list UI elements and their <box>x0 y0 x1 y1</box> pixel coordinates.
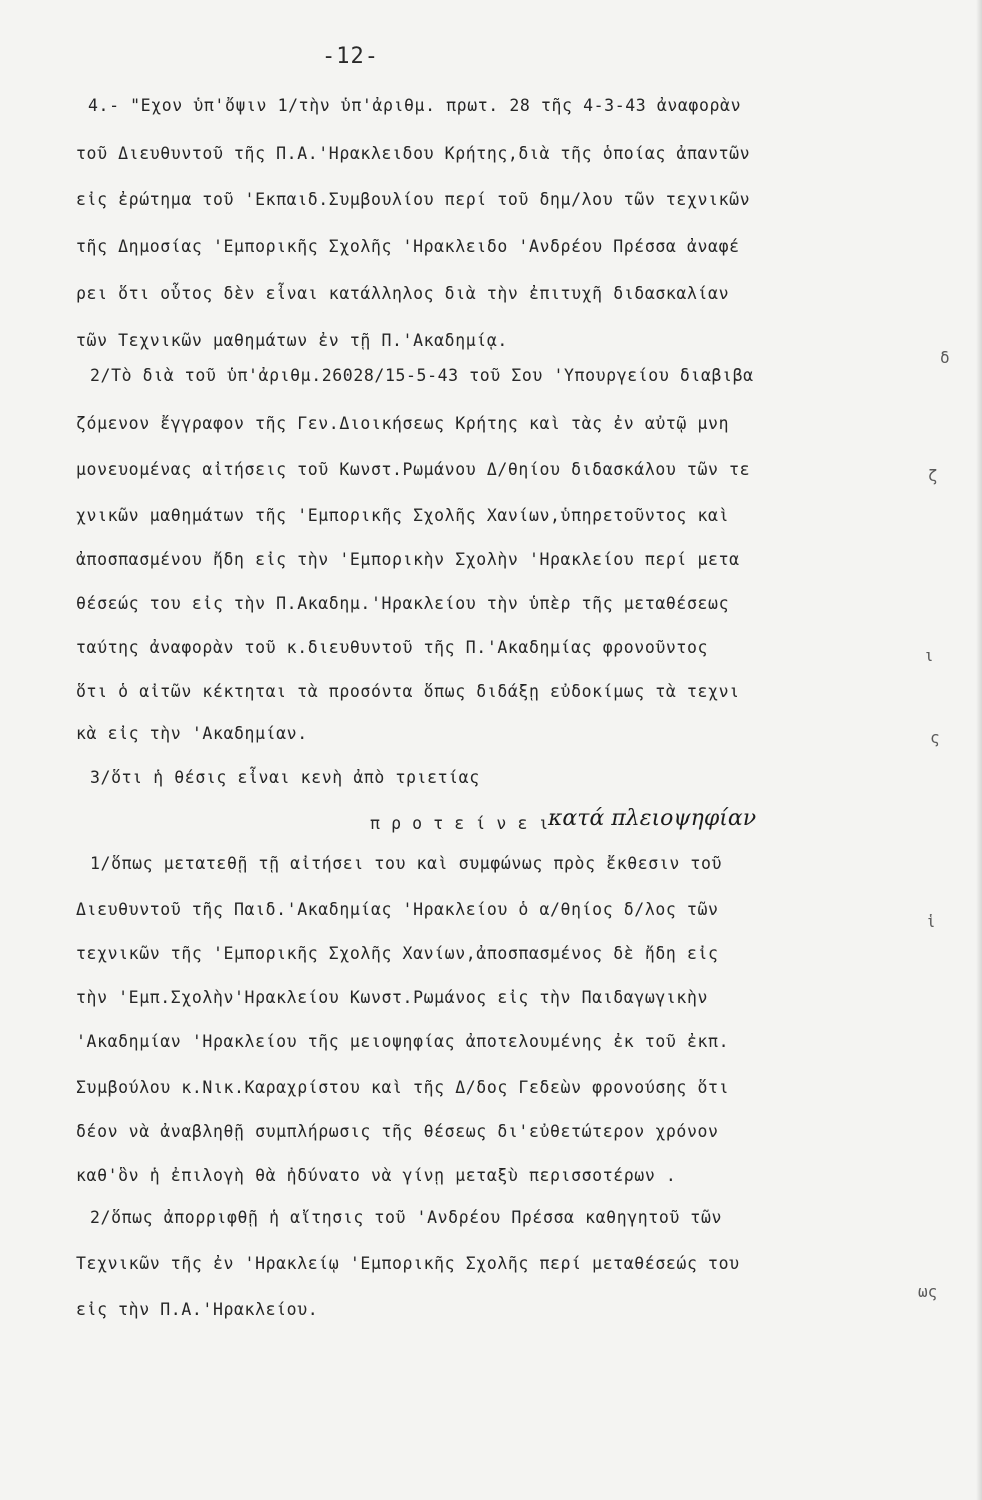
text-line: καθ'ὃν ἡ ἐπιλογὴ θὰ ἠδύνατο νὰ γίνῃ μεταξὺ περισσοτέρων . <box>76 1166 677 1185</box>
margin-mark: ἱ <box>926 912 936 931</box>
text-line: 'Ακαδημίαν 'Ηρακλείου τῆς μειοψηφίας ἀποτελουμένης ἐκ τοῦ ἐκπ. <box>76 1032 730 1051</box>
text-line: τῶν Τεχνικῶν μαθημάτων ἐν τῇ Π.'Ακαδημίᾳ. <box>76 331 508 350</box>
text-line: ἀποσπασμένου ἤδη εἰς τὴν 'Εμπορικὴν Σχολὴν 'Ηρακλείου περί μετα <box>76 550 740 569</box>
text-line: μονευομένας αἰτήσεις τοῦ Κωνστ.Ρωμάνου Δ/θηίου διδασκάλου τῶν τε <box>76 460 751 479</box>
text-line: 3/ὅτι ἡ θέσις εἶναι κενὴ ἀπὸ τριετίας <box>90 768 480 787</box>
page-number: -12- <box>322 44 379 69</box>
text-line: τεχνικῶν τῆς 'Εμπορικῆς Σχολῆς Χανίων,ἀποσπασμένος δὲ ἤδη εἰς <box>76 944 719 963</box>
text-line: τοῦ Διευθυντοῦ τῆς Π.Α.'Ηρακλειδου Κρήτης,διὰ τῆς ὁποίας ἀπαντῶν <box>76 144 751 163</box>
text-line: εἰς τὴν Π.Α.'Ηρακλείου. <box>76 1300 319 1319</box>
text-line: Τεχνικῶν τῆς ἐν 'Ηρακλείῳ 'Εμπορικῆς Σχολῆς περί μεταθέσεώς του <box>76 1254 740 1273</box>
scan-edge-shadow <box>976 0 982 1500</box>
text-line: θέσεώς του εἰς τὴν Π.Ακαδημ.'Ηρακλείου τὴν ὑπὲρ τῆς μεταθέσεως <box>76 594 730 613</box>
text-line: δέον νὰ ἀναβληθῇ συμπλήρωσις τῆς θέσεως δι'εὐθετώτερον χρόνον <box>76 1122 719 1141</box>
text-line: τὴν 'Εμπ.Σχολὴν'Ηρακλείου Κωνστ.Ρωμάνος εἰς τὴν Παιδαγωγικὴν <box>76 988 709 1007</box>
text-line: ταύτης ἀναφορὰν τοῦ κ.διευθυντοῦ τῆς Π.'Ακαδημίας φρονοῦντος <box>76 638 709 657</box>
margin-mark: δ <box>940 348 950 367</box>
text-line: εἰς ἐρώτημα τοῦ 'Εκπαιδ.Συμβουλίου περί τοῦ δημ/λου τῶν τεχνικῶν <box>76 190 751 209</box>
margin-mark: ζ <box>928 466 938 485</box>
text-line: Διευθυντοῦ τῆς Παιδ.'Ακαδημίας 'Ηρακλείου ὁ α/θηίος δ/λος τῶν <box>76 900 719 919</box>
text-line: ζόμενον ἔγγραφον τῆς Γεν.Διοικήσεως Κρήτης καὶ τὰς ἐν αὐτῷ μνη <box>76 414 730 433</box>
text-line: κὰ εἰς τὴν 'Ακαδημίαν. <box>76 724 308 743</box>
text-line: ὅτι ὁ αἰτῶν κέκτηται τὰ προσόντα ὅπως διδάξῃ εὐδοκίμως τὰ τεχνι <box>76 682 740 701</box>
proposal-heading: π ρ ο τ ε ί ν ε ι <box>370 814 550 833</box>
margin-mark: ως <box>918 1282 938 1301</box>
handwritten-annotation: κατά πλειοψηφίαν <box>548 806 757 831</box>
margin-mark: ι <box>924 646 934 665</box>
text-line: 1/ὅπως μετατεθῇ τῇ αἰτήσει του καὶ συμφώνως πρὸς ἔκθεσιν τοῦ <box>90 854 723 873</box>
margin-mark: ς <box>930 728 940 747</box>
text-line: 2/ὅπως ἀπορριφθῇ ἡ αἴτησις τοῦ 'Ανδρέου Πρέσσα καθηγητοῦ τῶν <box>90 1208 723 1227</box>
text-line: 4.- "Εχον ὑπ'ὄψιν 1/τὴν ὑπ'ἀριθμ. πρωτ. 28 τῆς 4-3-43 ἀναφορὰν <box>88 96 742 115</box>
text-line: Συμβούλου κ.Νικ.Καραχρίστου καὶ τῆς Δ/δος Γεδεὼν φρονούσης ὅτι <box>76 1078 730 1097</box>
text-line: ρει ὅτι οὗτος δὲν εἶναι κατάλληλος διὰ τὴν ἐπιτυχῆ διδασκαλίαν <box>76 284 730 303</box>
text-line: 2/Τὸ διὰ τοῦ ὑπ'ἀριθμ.26028/15-5-43 τοῦ Σου 'Υπουργείου διαβιβα <box>90 366 754 385</box>
text-line: χνικῶν μαθημάτων τῆς 'Εμπορικῆς Σχολῆς Χανίων,ὑπηρετοῦντος καὶ <box>76 506 730 525</box>
text-line: τῆς Δημοσίας 'Εμπορικῆς Σχολῆς 'Ηρακλειδο 'Ανδρέου Πρέσσα ἀναφέ <box>76 237 740 256</box>
